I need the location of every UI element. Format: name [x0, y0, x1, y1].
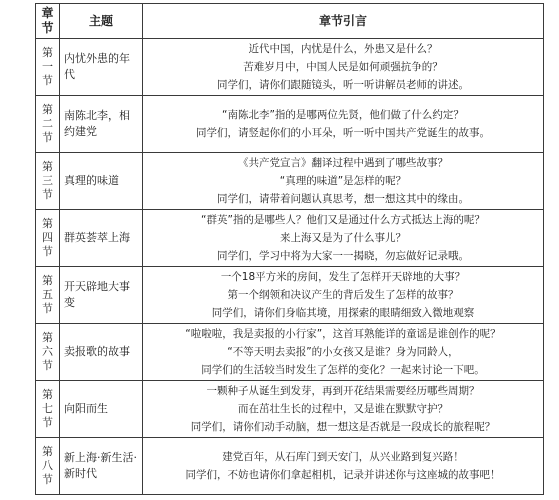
chapter-cell: [36, 96, 60, 153]
table-header-row: [36, 4, 544, 39]
chapter-cell: [36, 39, 60, 96]
intro-line: 近代中国，内忧是什么，外患又是什么？: [248, 43, 438, 55]
chapter-cell: [36, 210, 60, 267]
topic-label: 南陈北李，相约建党: [64, 109, 130, 138]
chapter-label: 第三节: [42, 160, 53, 201]
chapter-cell: [36, 438, 60, 495]
intro-cell: [143, 381, 544, 438]
intro-line: 来上海又是为了什么事儿？: [280, 232, 406, 244]
intro-line: 同学们，请你们跟随镜头，听一听讲解员老师的讲述。: [217, 79, 469, 91]
intro-line: “啦啦啦，我是卖报的小行家”，这首耳熟能详的童谣是谁创作的呢？: [185, 328, 501, 340]
chapter-label: 第四节: [42, 217, 53, 258]
intro-line: “南陈北李”指的是哪两位先贤，他们做了什么约定？: [222, 109, 464, 121]
topic-cell: [60, 324, 143, 381]
topic-label: 真理的味道: [64, 174, 119, 187]
intro-line: 同学们，请带着问题认真思考，想一想这其中的缘由。: [217, 193, 469, 205]
chapter-cell: [36, 324, 60, 381]
topic-label: 向阳而生: [64, 402, 108, 415]
chapter-cell: [36, 381, 60, 438]
topic-label: 群英荟萃上海: [64, 231, 130, 244]
table-row: [36, 210, 544, 267]
intro-line: 建党百年，从石库门到天安门，从兴业路到复兴路！: [222, 451, 464, 463]
intro-line: 一颗种子从诞生到发芽，再到开花结果需要经历哪些周期？: [206, 385, 480, 397]
intro-cell: [143, 438, 544, 495]
topic-cell: [60, 153, 143, 210]
topic-label: 卖报歌的故事: [64, 345, 130, 358]
table-row: [36, 381, 544, 438]
intro-line: 《共产党宣言》翻译过程中遇到了哪些故事？: [238, 157, 448, 169]
chapter-table: [35, 3, 544, 495]
table-row: [36, 153, 544, 210]
table-row: [36, 438, 544, 495]
table-row: [36, 96, 544, 153]
topic-cell: [60, 210, 143, 267]
intro-cell: [143, 96, 544, 153]
chapter-label: 第二节: [42, 103, 53, 144]
intro-line: 同学们，请你们动手动脑，想一想这是否就是一段成长的旅程呢？: [190, 421, 496, 433]
header-chapter: [36, 4, 60, 39]
topic-label: 开天辟地大事变: [64, 280, 130, 309]
chapter-cell: [36, 153, 60, 210]
chapter-label: 第一节: [42, 46, 53, 87]
intro-line: 苦难岁月中，中国人民是如何顽强抗争的？: [243, 61, 443, 73]
topic-cell: [60, 96, 143, 153]
intro-line: 一个18平方米的房间，发生了怎样开天辟地的大事？: [220, 271, 466, 283]
intro-line: 同学们，请你们身临其境，用探索的眼睛细致入微地观察: [211, 307, 475, 319]
chapter-label: 第八节: [42, 445, 53, 486]
table-row: [36, 324, 544, 381]
topic-label: 内忧外患的年代: [64, 52, 130, 81]
table-row: [36, 267, 544, 324]
intro-line: “真理的味道”是怎样的呢？: [279, 175, 407, 187]
chapter-label: 第六节: [42, 331, 53, 372]
intro-cell: [143, 153, 544, 210]
topic-label: 新上海·新生活·新时代: [64, 451, 137, 480]
intro-line: 同学们，请竖起你们的小耳朵，听一听中国共产党诞生的故事。: [196, 127, 490, 139]
header-chapter-label: 章节: [41, 6, 54, 35]
intro-cell: [143, 39, 544, 96]
intro-line: 同学们的生活较当时发生了怎样的变化？一起来讨论一下吧。: [201, 364, 485, 376]
header-topic: 主题: [60, 4, 143, 39]
chapter-label: 第七节: [42, 388, 53, 429]
chapter-label: 第五节: [42, 274, 53, 315]
header-intro: 章节引言: [143, 4, 544, 39]
intro-line: 第一个纲领和决议产生的背后发生了怎样的故事？: [227, 289, 459, 301]
intro-cell: [143, 267, 544, 324]
intro-cell: [143, 210, 544, 267]
chapter-cell: [36, 267, 60, 324]
intro-line: 而在茁壮生长的过程中，又是谁在默默守护？: [238, 403, 448, 415]
topic-cell: [60, 267, 143, 324]
intro-line: 同学们，不妨也请你们拿起相机，记录并讲述你与这座城的故事吧！: [185, 469, 501, 481]
intro-line: “群英”指的是哪些人？他们又是通过什么方式抵达上海的呢？: [201, 214, 485, 226]
table-row: [36, 39, 544, 96]
intro-line: “不等天明去卖报”的小女孩又是谁？身为同龄人，: [227, 346, 459, 358]
topic-cell: [60, 381, 143, 438]
intro-line: 同学们，学习中将为大家一一揭晓，勿忘做好记录哦。: [217, 250, 469, 262]
intro-cell: [143, 324, 544, 381]
topic-cell: [60, 438, 143, 495]
topic-cell: [60, 39, 143, 96]
